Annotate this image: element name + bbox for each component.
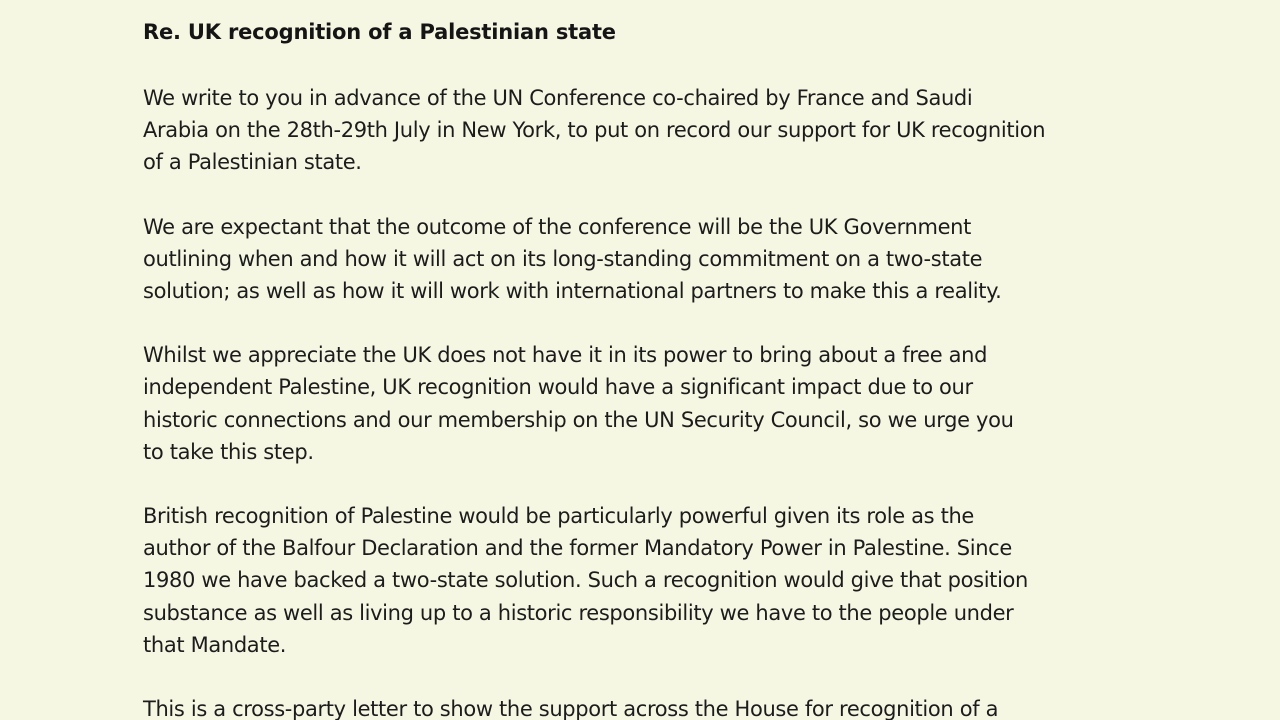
letter-heading: Re. UK recognition of a Palestinian state — [143, 20, 616, 44]
paragraph-1 — [143, 82, 1143, 179]
paragraph-line: solution; as well as how it will work with international partners to make this a reality. — [143, 279, 1002, 304]
paragraph-3 — [143, 339, 1143, 468]
paragraph-line: to take this step. — [143, 439, 314, 464]
paragraph-line: Arabia on the 28th-29th July in New York, to put on record our support for UK recognition — [143, 118, 1046, 143]
paragraph-line: British recognition of Palestine would be particularly powerful given its role as the — [143, 504, 974, 529]
paragraph-line: 1980 we have backed a two-state solution. Such a recognition would give that position — [143, 568, 1029, 593]
letter-body — [143, 18, 1143, 720]
paragraph-5 — [143, 693, 1143, 720]
paragraph-line: historic connections and our membership on the UN Security Council, so we urge you — [143, 407, 1014, 432]
paragraph-2 — [143, 211, 1143, 308]
paragraph-line: Whilst we appreciate the UK does not have it in its power to bring about a free and — [143, 343, 988, 368]
paragraph-line: author of the Balfour Declaration and the former Mandatory Power in Palestine. Since — [143, 536, 1012, 561]
paragraph-line: We write to you in advance of the UN Conference co-chaired by France and Saudi — [143, 86, 973, 110]
paragraph-line: This is a cross-party letter to show the support across the House for recognition of a — [143, 697, 999, 720]
paragraph-line: of a Palestinian state. — [143, 150, 362, 175]
paragraph-line: outlining when and how it will act on its long-standing commitment on a two-state — [143, 246, 983, 271]
paragraph-line: that Mandate. — [143, 632, 287, 657]
paragraph-4 — [143, 500, 1143, 661]
paragraph-line: substance as well as living up to a historic responsibility we have to the people under — [143, 600, 1014, 625]
paragraph-line: We are expectant that the outcome of the conference will be the UK Government — [143, 214, 972, 239]
paragraph-line: independent Palestine, UK recognition would have a significant impact due to our — [143, 375, 973, 400]
